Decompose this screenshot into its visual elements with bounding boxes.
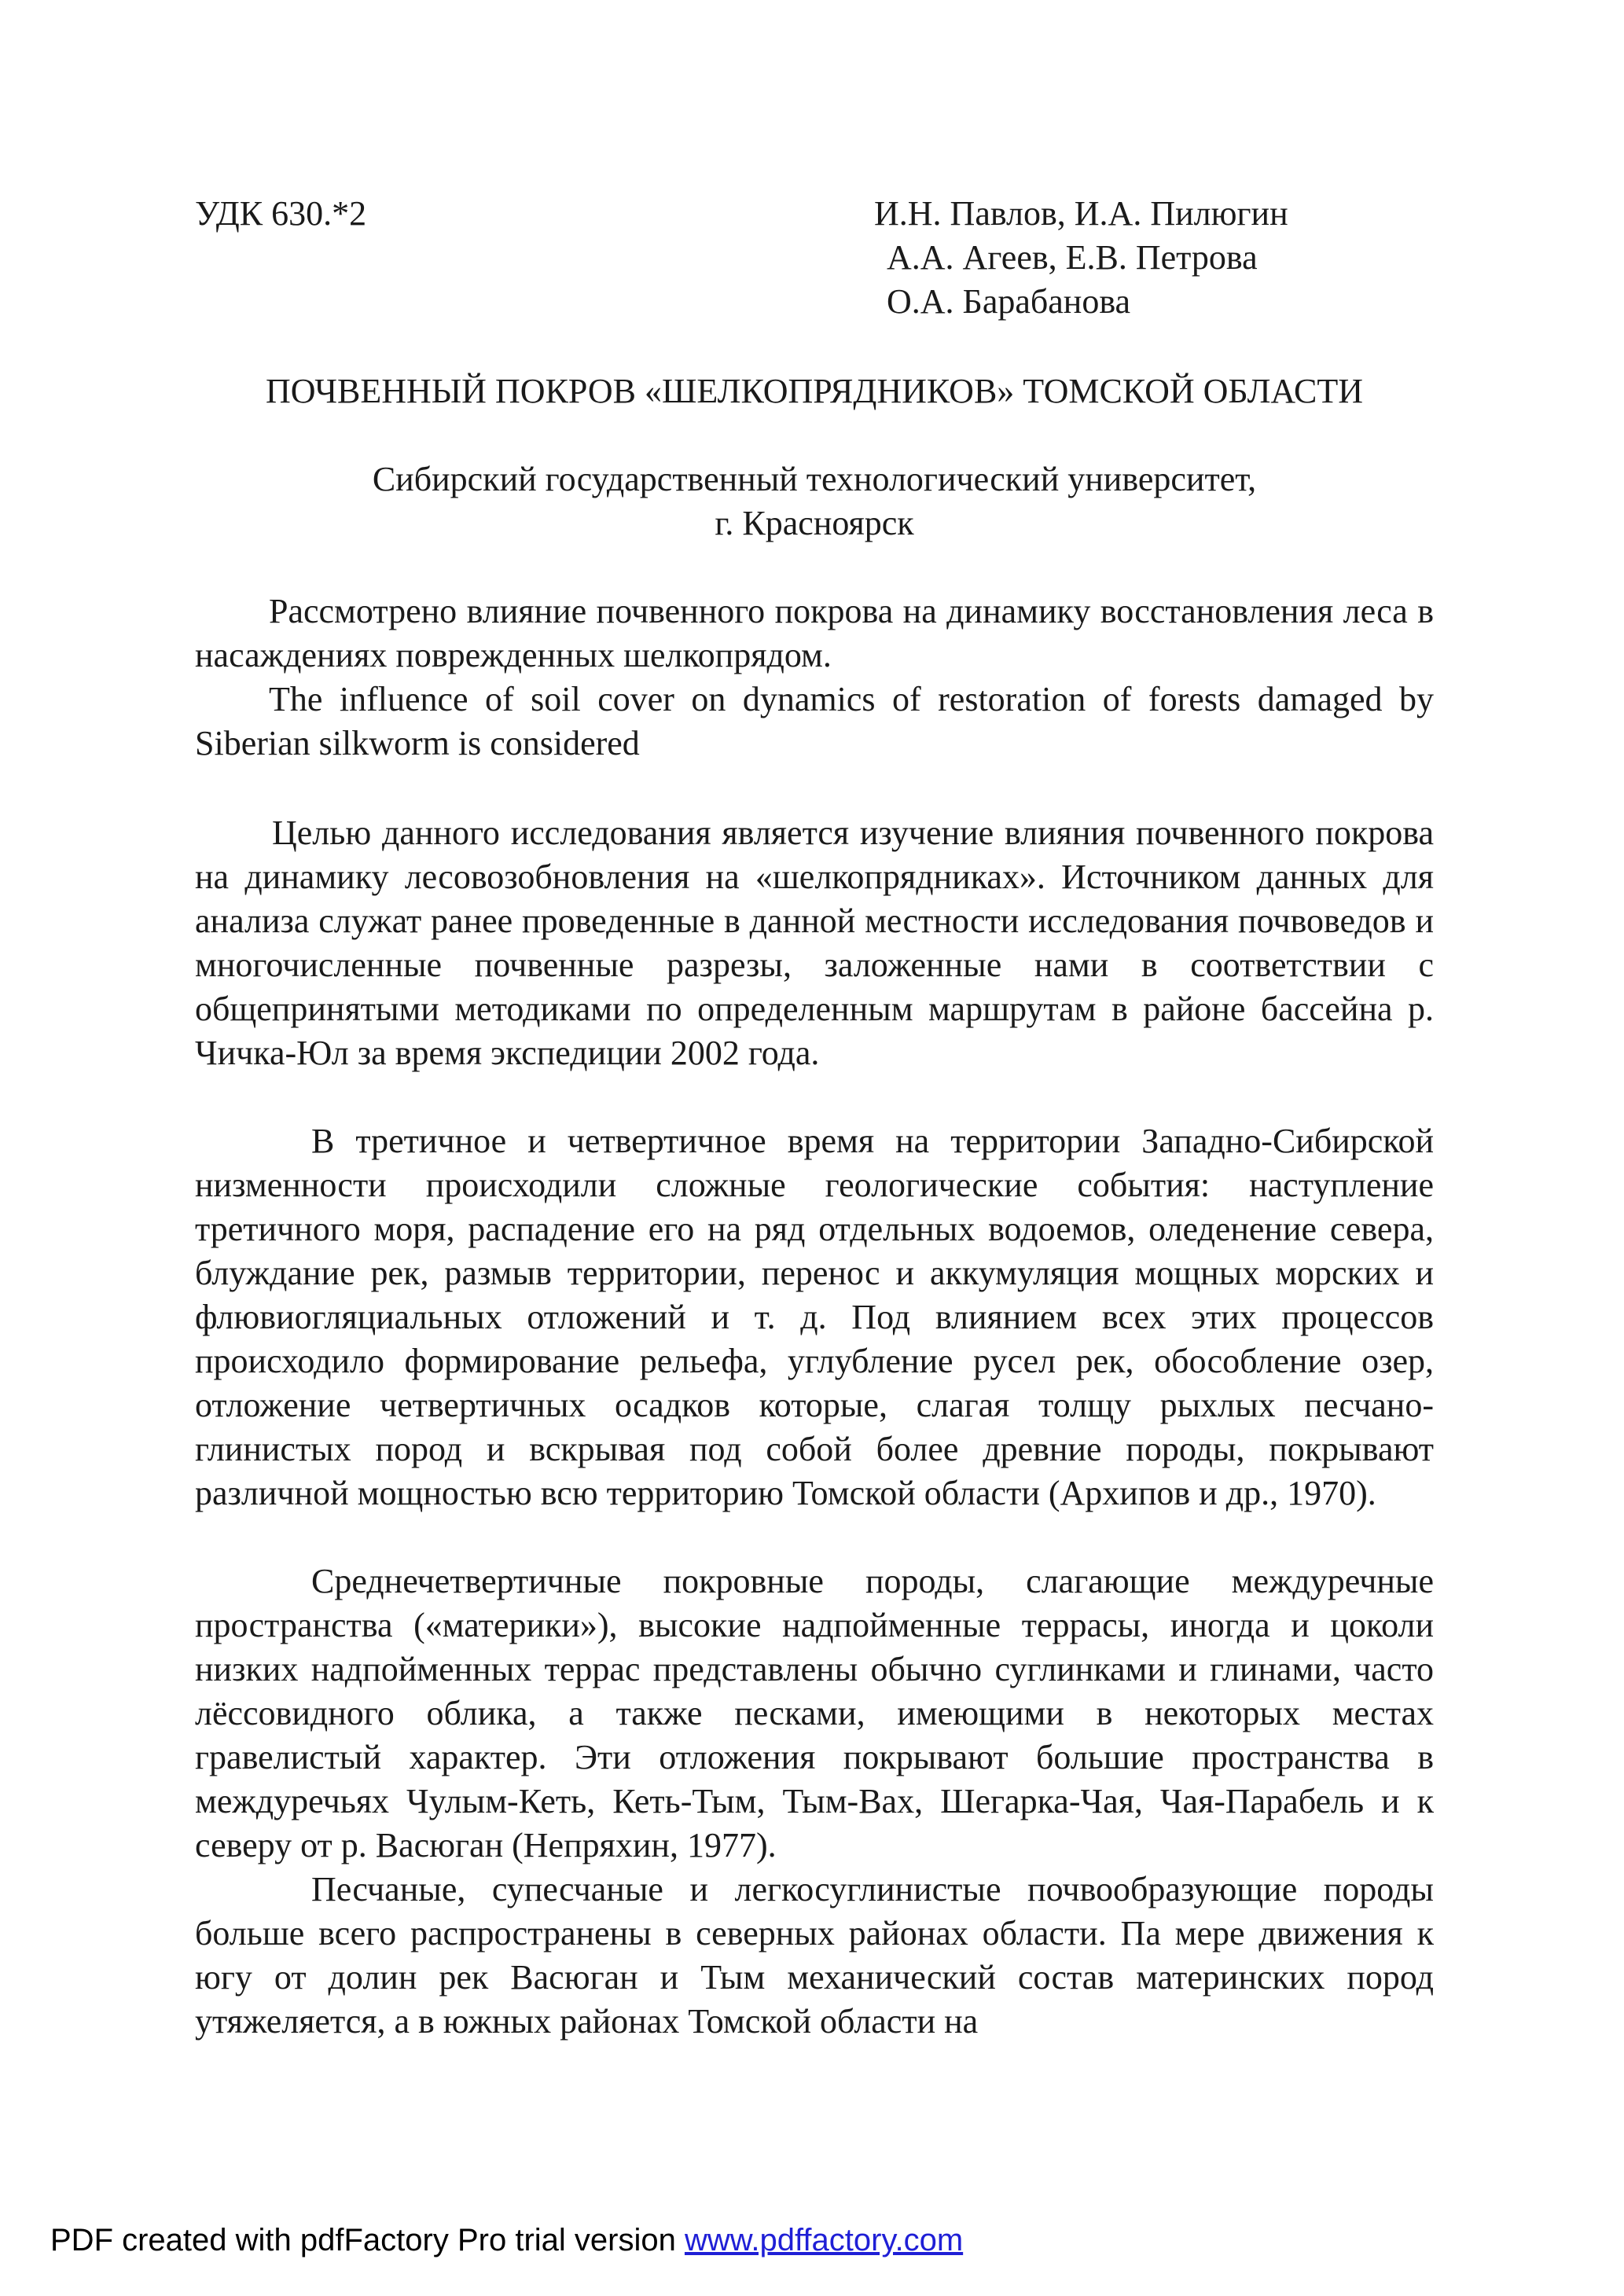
author-line: И.Н. Павлов, И.А. Пилюгин <box>874 194 1288 233</box>
abstract-russian: Рассмотрено влияние почвенного покрова на динамику восстановления леса в насаждениях поврежденных шелкопрядом. <box>195 592 1434 674</box>
author-line: А.А. Агеев, Е.В. Петрова <box>887 238 1258 277</box>
author-list <box>874 192 1288 324</box>
body-paragraph: Целью данного исследования является изучение влияния почвенного покрова на динамику лесовозобновления на «шелкопрядниках». Источником данных для анализа служат ранее проведенные в данной местности исследования почвоведов и многочисленные почвенные разрезы, заложенные нами в соответствии с общепринятыми методиками по определенным маршрутам в районе бассейна р. Чичка-Юл за время экспедиции 2002 года. <box>195 814 1434 1072</box>
body-paragraph: В третичное и четвертичное время на территории Западно-Сибирской низменности происходили сложные геологические события: наступление третичного моря, распадение его на ряд отдельных водоемов, оледенение севера, блуждание рек, размыв территории, перенос и аккумуляция мощных морских и флювиогляциальных отложений и т. д. Под влиянием всех этих процессов происходило формирование рельефа, углубление русел рек, обособление озер, отложение четвертичных осадков которые, слагая толщу рыхлых песчано-глинистых пород и вскрывая под собой более древние породы, покрывают различной мощностью всю территорию Томской области (Архипов и др., 1970). <box>195 1122 1434 1512</box>
affiliation-line: Сибирский государственный технологический университет, <box>372 460 1257 498</box>
author-line: О.А. Барабанова <box>887 282 1131 321</box>
abstract-english: The influence of soil cover on dynamics of restoration of forests damaged by Siberian silkworm is considered <box>195 680 1434 762</box>
body-paragraph: Песчаные, супесчаные и легкосуглинистые почвообразующие породы больше всего распространены в северных районах области. Па мере движения к югу от долин рек Васюган и Тым механический состав материнских пород утяжеляется, а в южных районах Томской области на <box>195 1870 1434 2041</box>
affiliation-line: г. Красноярск <box>715 504 914 542</box>
footer-link[interactable]: www.pdffactory.com <box>684 2223 964 2257</box>
udc-code: УДК 630.*2 <box>195 194 367 233</box>
footer-text: PDF created with pdfFactory Pro trial version <box>50 2223 685 2257</box>
affiliation <box>195 457 1434 546</box>
paper-title: ПОЧВЕННЫЙ ПОКРОВ «ШЕЛКОПРЯДНИКОВ» ТОМСКОЙ ОБЛАСТИ <box>265 372 1364 410</box>
body-paragraph: Среднечетвертичные покровные породы, слагающие междуречные пространства («материки»), высокие надпойменные террасы, иногда и цоколи низких надпойменных террас представлены обычно суглинками и глинами, часто лёссовидного облика, а также песками, имеющими в некоторых местах гравелистый характер. Эти отложения покрывают большие пространства в междуречьях Чулым-Кеть, Кеть-Тым, Тым-Вах, Шегарка-Чая, Чая-Парабель и к северу от р. Васюган (Непряхин, 1977). <box>195 1562 1434 1864</box>
pdf-watermark-footer <box>50 2220 963 2261</box>
